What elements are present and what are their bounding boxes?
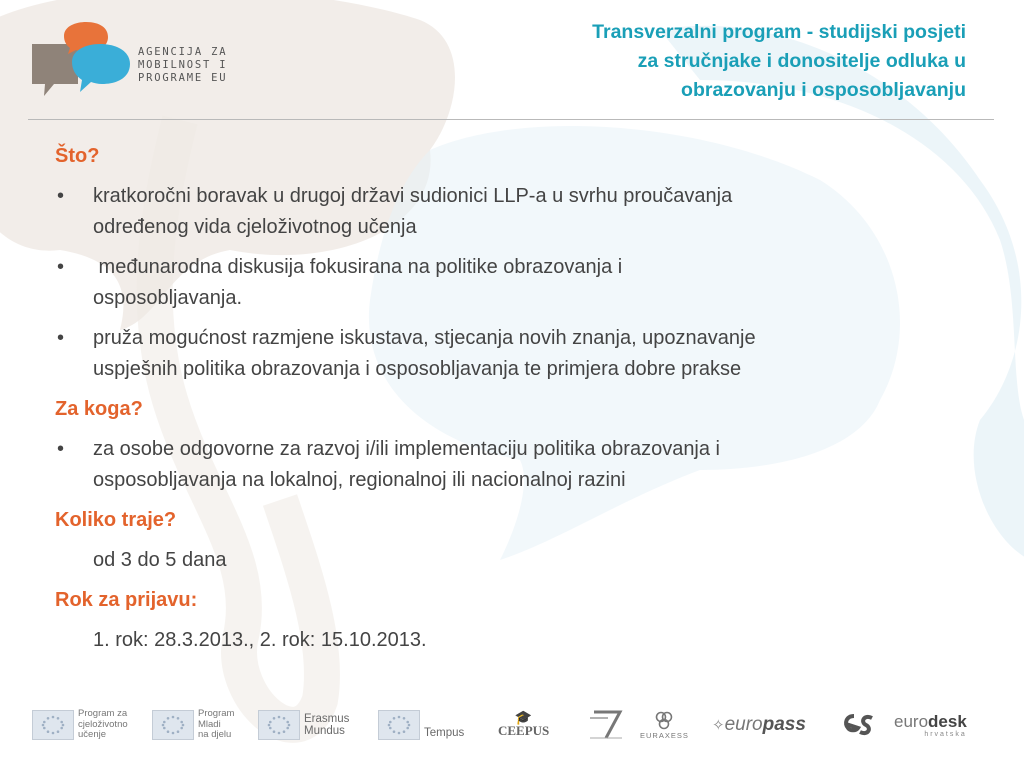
eurodesk-prefix: euro <box>894 711 929 731</box>
llp-label <box>78 709 128 741</box>
heading-deadline: Rok za prijavu: <box>55 589 198 611</box>
bullet-item <box>55 434 955 496</box>
llp-label-line: cjeloživotno <box>78 718 128 730</box>
header-divider <box>28 119 994 120</box>
bullet-line: uspješnih politika obrazovanja i osposobljavanja te primjera dobre prakse <box>93 358 742 380</box>
eu-flag-icon <box>152 710 194 740</box>
title-line-3: obrazovanju i osposobljavanju <box>681 79 966 101</box>
ceepus-label: CEEPUS <box>498 723 550 738</box>
llp-logo <box>32 708 128 742</box>
youth-label-line: Mladi <box>198 718 221 730</box>
youth-logo <box>152 708 234 742</box>
ceepus-logo <box>498 708 549 742</box>
eu-flag-icon <box>32 710 74 740</box>
llp-label-line: Program za <box>78 708 128 720</box>
slide-title <box>406 18 966 105</box>
bullet-line: određenog vida cjeloživotnog učenja <box>93 216 417 238</box>
youth-label-line: na djelu <box>198 729 232 741</box>
tempus-label: Tempus <box>424 727 465 739</box>
eurodesk-sub: hrvatska <box>924 730 967 738</box>
eurodesk-suffix: desk <box>928 711 967 731</box>
slide-content <box>55 141 955 665</box>
tempus-logo <box>378 708 464 742</box>
bullet-line: međunarodna diskusija fokusirana na politike obrazovanja i <box>93 256 623 278</box>
bullet-line: osposobljavanja na lokalnoj, regionalnoj ili nacionalnoj razini <box>93 469 626 491</box>
graduation-cap-icon: 🎓 <box>514 709 533 725</box>
youth-label-line: Program <box>198 708 235 720</box>
bullet-dot: • <box>57 185 65 207</box>
heading-what: Što? <box>55 145 100 167</box>
eurodesk-wordmark <box>894 713 967 731</box>
bullet-dot: • <box>57 438 65 460</box>
llp-label-line: učenje <box>78 729 106 741</box>
heading-duration: Koliko traje? <box>55 509 177 531</box>
erasmus-label <box>304 713 349 737</box>
fp7-logo-icon <box>586 708 626 742</box>
bullet-item <box>55 252 955 314</box>
eurodesk-logo <box>894 708 967 742</box>
europass-prefix: euro <box>724 714 763 735</box>
eu-flag-icon <box>378 710 420 740</box>
youth-label <box>198 709 234 741</box>
bullet-dot: • <box>57 327 65 349</box>
bullet-line: pruža mogućnost razmjene iskustava, stjecanja novih znanja, upoznavanje <box>93 327 756 349</box>
euraxess-label: EURAXESS <box>640 730 689 740</box>
title-line-2: za stručnjake i donositelje odluka u <box>637 50 966 72</box>
euraxess-knot-icon <box>652 711 676 731</box>
bullet-dot: • <box>57 256 65 278</box>
europass-suffix: pass <box>762 714 806 735</box>
eu-flag-icon <box>258 710 300 740</box>
duration-text: od 3 do 5 dana <box>93 549 227 571</box>
agency-line-1: AGENCIJA ZA <box>138 46 228 58</box>
erasmus-label-line: Mundus <box>304 725 345 737</box>
deadline-text: 1. rok: 28.3.2013., 2. rok: 15.10.2013. <box>93 629 427 651</box>
agency-logo-icon <box>28 22 138 104</box>
bullet-item <box>55 181 955 243</box>
bullet-item <box>55 323 955 385</box>
erasmus-logo <box>258 708 349 742</box>
agency-line-2: MOBILNOST I <box>138 59 228 71</box>
heading-who: Za koga? <box>55 398 143 420</box>
bullet-line: osposobljavanja. <box>93 287 242 309</box>
agency-name <box>138 46 227 85</box>
footer-logos <box>0 700 1024 752</box>
europass-stars-icon: ✧ <box>712 717 725 734</box>
erasmus-label-line: Erasmus <box>304 713 350 725</box>
europass-logo <box>712 708 806 742</box>
bullet-line: za osobe odgovorne za razvoj i/ili implementaciju politika obrazovanja i <box>93 438 721 460</box>
agency-line-3: PROGRAME EU <box>138 72 228 84</box>
bullet-line: kratkoročni boravak u drugoj državi sudionici LLP-a u svrhu proučavanja <box>93 185 733 207</box>
euraxess-logo <box>640 708 689 742</box>
eurodesk-mark-icon <box>840 708 876 742</box>
title-line-1: Transverzalni program - studijski posjeti <box>592 21 966 43</box>
